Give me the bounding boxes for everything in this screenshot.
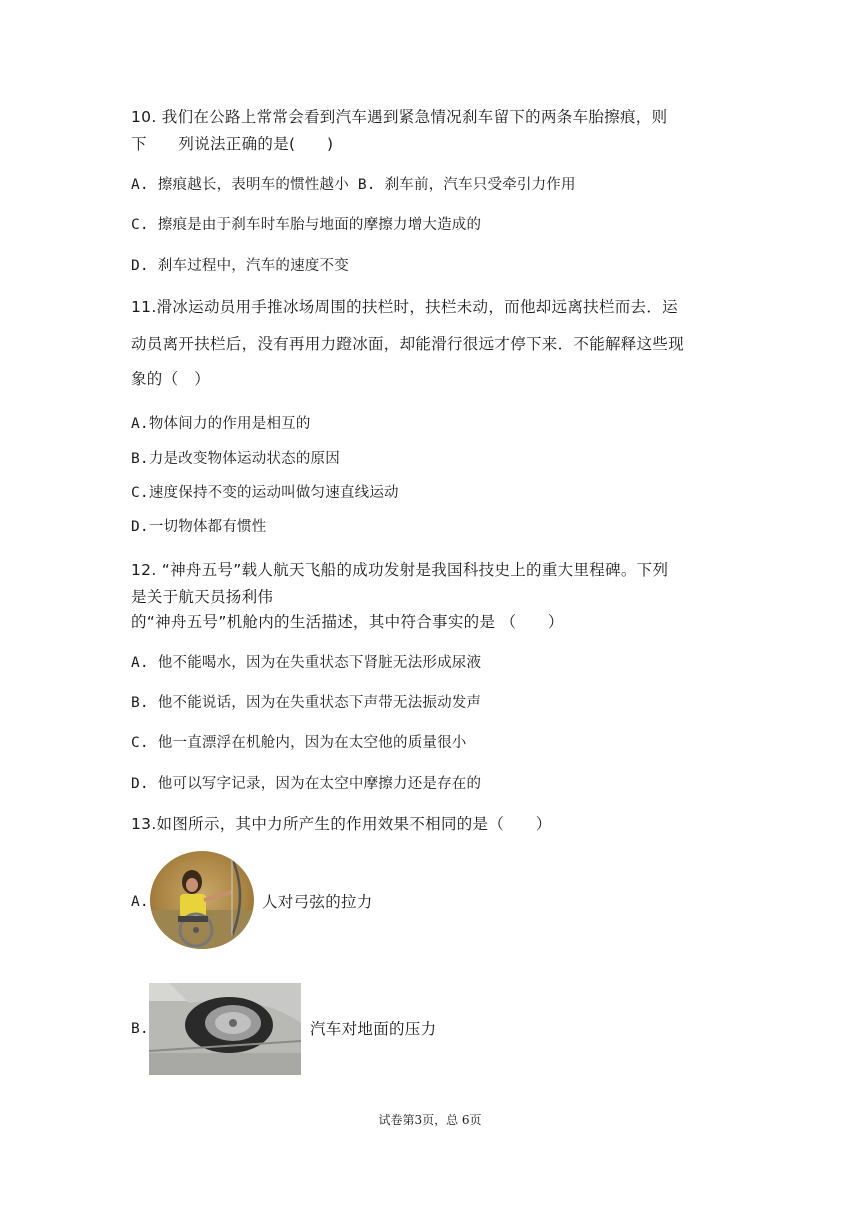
q11-stem-line1: 11.滑冰运动员用手推冰场周围的扶栏时，扶栏未动，而他却远离扶栏而去．运: [131, 298, 678, 316]
q12-option-b: B. 他不能说话，因为在失重状态下声带无法振动发声: [131, 695, 482, 711]
q13-option-a-label: A.: [131, 894, 149, 910]
q11-option-d: D.一切物体都有惯性: [131, 519, 267, 535]
q10-stem-line2: 下 列说法正确的是( ): [131, 135, 334, 153]
q11-option-c: C.速度保持不变的运动叫做匀速直线运动: [131, 485, 399, 501]
q10-option-d: D. 刹车过程中，汽车的速度不变: [131, 258, 349, 274]
q11-option-a: A.物体间力的作用是相互的: [131, 416, 311, 432]
car-wheel-photo: [149, 983, 301, 1075]
q10-option-c: C. 擦痕是由于刹车时车胎与地面的摩擦力增大造成的: [131, 217, 482, 233]
page-footer: 试卷第3页，总 6页: [378, 1113, 482, 1127]
q13-option-a-text: 人对弓弦的拉力: [262, 893, 373, 911]
q10-stem-line1: 10. 我们在公路上常常会看到汽车遇到紧急情况刹车留下的两条车胎擦痕，则: [131, 108, 668, 126]
q12-option-c: C. 他一直漂浮在机舱内，因为在太空他的质量很小: [131, 735, 467, 751]
q12-stem-line3: 的“神舟五号”机舱内的生活描述，其中符合事实的是 （ ）: [131, 613, 564, 631]
q12-option-a: A. 他不能喝水，因为在失重状态下肾脏无法形成尿液: [131, 655, 482, 671]
q12-option-d: D. 他可以写字记录，因为在太空中摩擦力还是存在的: [131, 776, 482, 792]
q12-stem-line1: 12. “神舟五号”载人航天飞船的成功发射是我国科技史上的重大里程碑。下列: [131, 561, 669, 579]
archer-photo: [148, 850, 256, 950]
q11-option-b: B.力是改变物体运动状态的原因: [131, 451, 340, 467]
q13-option-b-text: 汽车对地面的压力: [310, 1020, 437, 1038]
q12-stem-line2: 是关于航天员扬利伟: [131, 588, 274, 606]
q13-option-b-label: B.: [131, 1021, 149, 1037]
q11-stem-line2: 动员离开扶栏后，没有再用力蹬冰面，却能滑行很远才停下来．不能解释这些现: [131, 335, 685, 353]
q11-stem-line3: 象的（ ）: [131, 370, 211, 388]
q10-option-ab: A. 擦痕越长，表明车的惯性越小 B. 刹车前，汽车只受牵引力作用: [131, 177, 576, 193]
q13-stem: 13.如图所示，其中力所产生的作用效果不相同的是（ ）: [131, 815, 552, 833]
